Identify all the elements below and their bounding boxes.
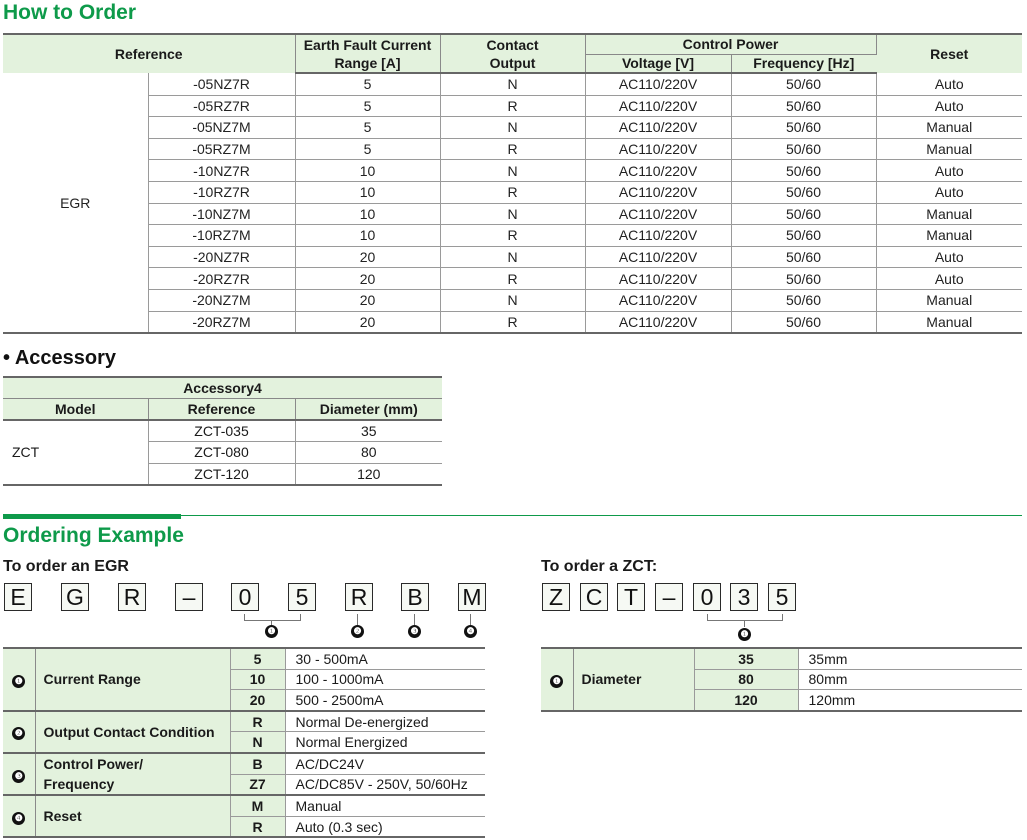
zct-code-box: 3 [730,583,758,611]
zct-option-table [541,647,1022,712]
cell-reset: Auto [876,160,1022,182]
cell-frequency: 50/60 [731,289,876,311]
order-table [3,33,1022,334]
option-code: 10 [230,669,285,690]
accessory-header-model: Model [3,399,148,421]
indicator-4-icon: ❹ [464,625,477,638]
egr-range-bracket [244,614,301,621]
indicator-3-icon: ❸ [408,625,421,638]
accessory-header-diameter: Diameter (mm) [295,399,442,421]
diameter-number-icon: ❶ [550,675,563,688]
zct-order-heading: To order a ZCT: [541,558,658,575]
power-number-icon: ❸ [12,770,25,783]
accessory-table [3,376,442,486]
zct-code-box: 5 [768,583,796,611]
option-code: Z7 [230,774,285,795]
accessory-reference: ZCT-035 [148,420,295,442]
output-contact-label: Output Contact Condition [35,711,230,753]
cell-output: R [440,225,585,247]
cell-frequency: 50/60 [731,117,876,139]
accessory-diameter: 35 [295,420,442,442]
option-desc: 500 - 2500mA [285,690,485,711]
cell-range: 5 [295,138,440,160]
option-desc: 30 - 500mA [285,648,485,669]
zct-code-box: 0 [693,583,721,611]
order-row [3,225,1022,247]
cell-reference: -05NZ7R [148,73,295,95]
cell-reset: Manual [876,203,1022,225]
cell-reference: -05RZ7M [148,138,295,160]
egr-code-box: R [118,583,146,611]
cell-reference: -20RZ7R [148,268,295,290]
cell-reset: Auto [876,246,1022,268]
option-desc: 120mm [798,690,1022,711]
cell-voltage: AC110/220V [585,181,731,203]
header-earth-fault-line2: Range [A] [295,54,440,73]
zct-code-box: C [580,583,608,611]
cell-reference: -05RZ7R [148,95,295,117]
cell-frequency: 50/60 [731,181,876,203]
cell-reference: -10NZ7R [148,160,295,182]
cell-range: 10 [295,225,440,247]
cell-reference: -10NZ7M [148,203,295,225]
zct-code-box: T [617,583,645,611]
cell-reference: -10RZ7R [148,181,295,203]
control-power-label-line2: Frequency [43,776,115,793]
egr-code-box: B [401,583,429,611]
current-range-label: Current Range [35,648,230,711]
option-desc: Auto (0.3 sec) [285,816,485,837]
how-to-order-title: How to Order [3,1,137,24]
egr-power-tick [414,614,415,625]
indicator-1-icon: ❶ [265,625,278,638]
egr-code-box: E [4,583,32,611]
cell-output: N [440,203,585,225]
cell-output: N [440,117,585,139]
option-code: R [230,711,285,732]
cell-range: 20 [295,289,440,311]
order-row [3,160,1022,182]
order-row [3,138,1022,160]
cell-output: N [440,246,585,268]
cell-voltage: AC110/220V [585,95,731,117]
zct-diameter-bracket [707,614,783,621]
option-desc: AC/DC24V [285,753,485,774]
cell-frequency: 50/60 [731,138,876,160]
egr-reset-tick [470,614,471,625]
cell-reference: -20RZ7M [148,311,295,333]
option-desc: AC/DC85V - 250V, 50/60Hz [285,774,485,795]
cell-output: N [440,289,585,311]
cell-output: R [440,311,585,333]
egr-code-box: 0 [231,583,259,611]
egr-option-table [3,647,485,838]
header-frequency: Frequency [Hz] [731,54,876,73]
option-desc: 35mm [798,648,1022,669]
cell-frequency: 50/60 [731,203,876,225]
option-desc: 100 - 1000mA [285,669,485,690]
egr-code-box: M [458,583,486,611]
cell-range: 5 [295,95,440,117]
cell-output: R [440,268,585,290]
egr-code-box: – [175,583,203,611]
cell-reset: Auto [876,95,1022,117]
option-code: N [230,732,285,753]
cell-reset: Manual [876,311,1022,333]
zct-diameter-tick [744,620,745,627]
indicator-2-icon: ❷ [351,625,364,638]
order-row [3,246,1022,268]
cell-voltage: AC110/220V [585,73,731,95]
cell-voltage: AC110/220V [585,138,731,160]
option-code: M [230,795,285,816]
order-row [3,117,1022,139]
cell-output: R [440,138,585,160]
cell-frequency: 50/60 [731,73,876,95]
cell-voltage: AC110/220V [585,225,731,247]
option-code: 35 [694,648,798,669]
header-earth-fault-line1: Earth Fault Current [295,34,440,54]
cell-voltage: AC110/220V [585,246,731,268]
egr-code-box: G [61,583,89,611]
option-desc: Manual [285,795,485,816]
control-power-label-line1: Control Power/ [43,756,144,773]
accessory-diameter: 120 [295,463,442,485]
cell-range: 20 [295,246,440,268]
cell-frequency: 50/60 [731,225,876,247]
order-row [3,289,1022,311]
header-contact-line1: Contact [440,34,585,54]
reset-number-icon: ❹ [12,812,25,825]
cell-frequency: 50/60 [731,246,876,268]
accessory-row [3,420,442,442]
cell-reset: Manual [876,138,1022,160]
order-row [3,95,1022,117]
option-desc: Normal Energized [285,732,485,753]
option-desc: Normal De-energized [285,711,485,732]
order-row [3,73,1022,95]
cell-voltage: AC110/220V [585,311,731,333]
cell-reset: Auto [876,181,1022,203]
header-control-power: Control Power [585,34,876,54]
cell-range: 10 [295,160,440,182]
egr-code-box: R [345,583,373,611]
header-reference: Reference [3,34,295,73]
cell-frequency: 50/60 [731,268,876,290]
egr-output-tick [357,614,358,625]
cell-range: 20 [295,268,440,290]
cell-range: 10 [295,203,440,225]
header-voltage: Voltage [V] [585,54,731,73]
order-row [3,311,1022,333]
accessory-reference: ZCT-080 [148,442,295,463]
option-desc: 80mm [798,669,1022,690]
cell-range: 10 [295,181,440,203]
option-code: 80 [694,669,798,690]
cell-voltage: AC110/220V [585,268,731,290]
cell-output: R [440,95,585,117]
cell-output: N [440,73,585,95]
zct-code-box: – [655,583,683,611]
order-row [3,203,1022,225]
cell-range: 20 [295,311,440,333]
cell-frequency: 50/60 [731,95,876,117]
egr-order-heading: To order an EGR [3,558,129,575]
model-egr: EGR [3,73,148,333]
diameter-label: Diameter [573,648,694,711]
output-number-icon: ❷ [12,727,25,740]
option-code: 120 [694,690,798,711]
egr-code-box: 5 [288,583,316,611]
cell-reset: Manual [876,117,1022,139]
header-contact-line2: Output [440,54,585,73]
option-code: B [230,753,285,774]
header-reset: Reset [876,34,1022,73]
accessory-title: • Accessory [3,347,116,369]
option-code: 5 [230,648,285,669]
current-range-number-icon: ❶ [12,675,25,688]
cell-reference: -05NZ7M [148,117,295,139]
accessory-group-header: Accessory4 [3,377,442,399]
cell-reset: Manual [876,289,1022,311]
cell-reset: Manual [876,225,1022,247]
accessory-reference: ZCT-120 [148,463,295,485]
cell-frequency: 50/60 [731,160,876,182]
cell-voltage: AC110/220V [585,117,731,139]
zct-code-box: Z [542,583,570,611]
cell-reference: -20NZ7R [148,246,295,268]
order-row [3,268,1022,290]
cell-frequency: 50/60 [731,311,876,333]
cell-voltage: AC110/220V [585,160,731,182]
accessory-diameter: 80 [295,442,442,463]
option-code: R [230,816,285,837]
cell-range: 5 [295,117,440,139]
cell-reset: Auto [876,73,1022,95]
cell-output: R [440,181,585,203]
accessory-model: ZCT [3,420,148,485]
cell-voltage: AC110/220V [585,203,731,225]
cell-reference: -20NZ7M [148,289,295,311]
accessory-header-reference: Reference [148,399,295,421]
cell-range: 5 [295,73,440,95]
cell-reset: Auto [876,268,1022,290]
reset-label: Reset [35,795,230,837]
cell-output: N [440,160,585,182]
section-divider-accent [3,514,181,519]
cell-reference: -10RZ7M [148,225,295,247]
zct-indicator-1-icon: ❶ [738,628,751,641]
option-code: 20 [230,690,285,711]
cell-voltage: AC110/220V [585,289,731,311]
ordering-example-title: Ordering Example [3,524,184,547]
order-row [3,181,1022,203]
